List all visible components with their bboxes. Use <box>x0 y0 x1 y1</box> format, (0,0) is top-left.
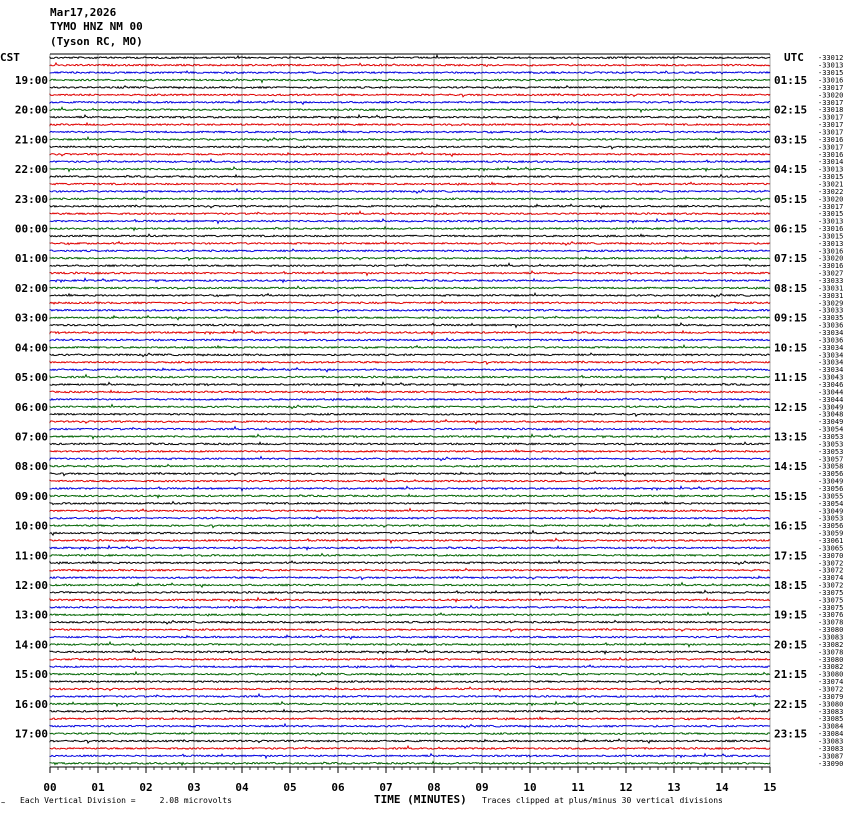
trace-offset-label: -33049 <box>818 403 844 412</box>
seismic-trace-1 <box>50 63 770 67</box>
seismic-trace-64 <box>50 531 770 535</box>
cst-hour-label: 07:00 <box>14 430 48 444</box>
trace-offset-label: -33046 <box>818 381 844 389</box>
trace-offset-label: -33031 <box>818 284 844 293</box>
utc-hour-label: 03:15 <box>774 133 808 147</box>
x-tick-label: 13 <box>667 781 681 794</box>
trace-group <box>50 55 770 765</box>
seismic-trace-77 <box>50 628 770 631</box>
seismic-trace-86 <box>50 694 770 697</box>
trace-offset-label: -33082 <box>818 641 844 649</box>
seismic-trace-71 <box>50 583 770 587</box>
x-tick-label: 00 <box>43 781 57 794</box>
cst-hour-label: 04:00 <box>14 341 48 355</box>
seismic-trace-90 <box>50 724 770 728</box>
trace-offset-label: -33078 <box>818 618 844 627</box>
seismic-trace-80 <box>50 650 770 654</box>
trace-offset-label: -33015 <box>818 69 844 78</box>
cst-hour-label: 19:00 <box>14 74 48 87</box>
cst-hour-label: 13:00 <box>14 608 48 622</box>
x-tick-label: 12 <box>619 781 633 794</box>
utc-hour-label: 20:15 <box>774 638 808 652</box>
left-timezone-label: CST <box>0 51 20 64</box>
cst-hour-label: 23:00 <box>14 192 48 206</box>
trace-offset-label: -33036 <box>818 321 844 330</box>
seismic-trace-63 <box>50 524 770 528</box>
seismic-trace-72 <box>50 590 770 594</box>
utc-hour-label: 05:15 <box>774 192 808 206</box>
seismic-trace-29 <box>50 271 770 275</box>
utc-hour-label: 18:15 <box>774 579 808 592</box>
seismic-trace-87 <box>50 702 770 706</box>
trace-offset-label: -33054 <box>818 499 844 508</box>
seismic-trace-81 <box>50 658 770 661</box>
trace-offset-label: -33033 <box>818 277 844 285</box>
x-tick-label: 07 <box>379 781 393 794</box>
seismic-trace-59 <box>50 494 770 497</box>
seismic-trace-8 <box>50 115 770 119</box>
x-tick-label: 04 <box>235 781 249 794</box>
utc-hour-label: 02:15 <box>774 103 808 117</box>
seismic-trace-16 <box>50 175 770 178</box>
seismic-trace-66 <box>50 546 770 550</box>
trace-offset-label: -33055 <box>818 492 844 501</box>
trace-offset-label: -33017 <box>818 98 844 107</box>
x-axis-title: TIME (MINUTES) <box>374 793 467 806</box>
seismic-trace-26 <box>50 249 770 252</box>
corner-mark: ~ <box>1 799 6 807</box>
cst-hour-label: 09:00 <box>14 489 48 503</box>
seismic-trace-58 <box>50 486 770 490</box>
x-tick-label: 14 <box>715 781 729 794</box>
trace-offset-label: -33031 <box>818 291 844 300</box>
trace-offset-label: -33080 <box>818 700 844 709</box>
trace-offset-label: -33058 <box>818 462 844 471</box>
cst-hour-label: 11:00 <box>14 549 48 563</box>
trace-offset-label: -33022 <box>818 187 844 196</box>
trace-offset-label: -33083 <box>818 744 844 753</box>
seismic-trace-49 <box>50 420 770 424</box>
seismic-trace-65 <box>50 538 770 542</box>
seismic-trace-32 <box>50 293 770 297</box>
x-axis-ticks <box>43 767 776 794</box>
seismic-trace-18 <box>50 189 770 193</box>
cst-hour-label: 15:00 <box>14 668 48 682</box>
trace-offset-label: -33017 <box>818 128 844 137</box>
x-tick-label: 03 <box>187 781 201 794</box>
cst-hour-label: 10:00 <box>14 519 48 533</box>
cst-hour-label: 22:00 <box>14 163 48 177</box>
seismic-trace-68 <box>50 561 770 565</box>
trace-offset-label: -33027 <box>818 269 844 278</box>
seismic-trace-35 <box>50 315 770 319</box>
seismic-trace-78 <box>50 635 770 639</box>
seismic-trace-33 <box>50 301 770 304</box>
trace-offset-label: -33013 <box>818 165 844 174</box>
x-tick-label: 09 <box>475 781 489 794</box>
trace-offset-label: -33056 <box>818 522 844 531</box>
seismic-trace-46 <box>50 398 770 401</box>
seismic-trace-62 <box>50 517 770 520</box>
seismic-trace-93 <box>50 746 770 749</box>
trace-offset-label: -33074 <box>818 678 844 687</box>
cst-hour-label: 02:00 <box>14 282 48 295</box>
utc-hour-label: 23:15 <box>774 727 808 741</box>
trace-offset-label: -33029 <box>818 299 844 308</box>
trace-offset-label: -33075 <box>818 589 844 597</box>
seismic-trace-52 <box>50 442 770 445</box>
trace-offset-label: -33065 <box>818 544 844 553</box>
header-station: TYMO HNZ NM 00 <box>50 20 143 33</box>
seismic-trace-21 <box>50 211 770 214</box>
x-tick-label: 05 <box>283 781 297 794</box>
utc-hour-label: 21:15 <box>774 668 808 682</box>
seismic-trace-25 <box>50 241 770 245</box>
seismic-trace-42 <box>50 368 770 372</box>
seismic-trace-88 <box>50 710 770 713</box>
trace-offset-label: -33012 <box>818 54 844 63</box>
trace-offset-label: -33059 <box>818 529 844 538</box>
trace-offset-label: -33083 <box>818 707 844 716</box>
trace-offset-label: -33054 <box>818 425 844 434</box>
cst-hour-label: 17:00 <box>14 727 48 741</box>
trace-offset-label: -33017 <box>818 113 844 122</box>
seismic-trace-45 <box>50 390 770 393</box>
cst-hour-label: 14:00 <box>14 638 48 652</box>
cst-hour-label: 12:00 <box>14 579 48 592</box>
utc-hour-label: 15:15 <box>774 489 808 503</box>
seismic-trace-37 <box>50 330 770 334</box>
trace-offset-label: -33078 <box>818 648 844 657</box>
seismic-trace-6 <box>50 100 770 104</box>
trace-offset-label: -33034 <box>818 358 844 367</box>
x-tick-label: 08 <box>427 781 441 794</box>
seismic-trace-17 <box>50 182 770 185</box>
seismic-trace-61 <box>50 509 770 513</box>
utc-hour-labels <box>774 74 807 741</box>
trace-offset-label: -33044 <box>818 388 844 397</box>
trace-offset-label: -33072 <box>818 559 844 568</box>
trace-offset-label: -33016 <box>818 262 844 271</box>
utc-hour-label: 17:15 <box>774 549 808 563</box>
utc-hour-label: 09:15 <box>774 311 808 325</box>
trace-offset-label: -33079 <box>818 692 844 701</box>
trace-offset-label: -33018 <box>818 106 844 115</box>
trace-offset-label: -33085 <box>818 715 844 724</box>
trace-offset-label: -33017 <box>818 143 844 152</box>
seismic-trace-82 <box>50 665 770 668</box>
trace-offset-label: -33053 <box>818 514 844 523</box>
trace-offset-label: -33043 <box>818 373 844 382</box>
seismic-trace-40 <box>50 353 770 356</box>
cst-hour-label: 20:00 <box>14 103 48 117</box>
seismic-trace-84 <box>50 680 770 683</box>
utc-hour-label: 01:15 <box>774 74 808 87</box>
utc-hour-label: 14:15 <box>774 460 808 474</box>
trace-offset-label: -33061 <box>818 537 844 545</box>
trace-offset-label: -33070 <box>818 551 844 560</box>
seismic-trace-60 <box>50 502 770 505</box>
x-tick-label: 02 <box>139 781 153 794</box>
seismic-trace-20 <box>50 204 770 208</box>
cst-hour-label: 08:00 <box>14 460 48 474</box>
right-timezone-label: UTC <box>784 51 804 64</box>
seismic-trace-39 <box>50 345 770 348</box>
seismic-trace-51 <box>50 434 770 438</box>
cst-hour-label: 05:00 <box>14 371 48 385</box>
trace-offset-label: -33034 <box>818 351 844 360</box>
seismic-trace-79 <box>50 642 770 647</box>
trace-offset-label: -33020 <box>818 254 844 263</box>
utc-hour-label: 12:15 <box>774 400 808 414</box>
trace-offset-label: -33082 <box>818 663 844 672</box>
seismic-trace-89 <box>50 717 770 720</box>
seismic-trace-44 <box>50 382 770 386</box>
trace-offset-label: -33087 <box>818 752 844 761</box>
seismic-trace-3 <box>50 79 770 83</box>
trace-offset-label: -33016 <box>818 150 844 159</box>
utc-hour-label: 06:15 <box>774 222 808 236</box>
trace-offset-label: -33057 <box>818 455 844 464</box>
cst-hour-label: 21:00 <box>14 133 48 147</box>
seismic-trace-34 <box>50 309 770 312</box>
seismic-trace-83 <box>50 672 770 676</box>
seismic-trace-50 <box>50 427 770 430</box>
trace-offset-label: -33056 <box>818 485 844 493</box>
seismic-trace-9 <box>50 123 770 126</box>
x-tick-label: 10 <box>523 781 537 794</box>
seismic-trace-74 <box>50 606 770 609</box>
cst-hour-label: 00:00 <box>14 222 48 236</box>
utc-hour-label: 04:15 <box>774 163 808 177</box>
seismic-trace-70 <box>50 576 770 579</box>
seismic-trace-10 <box>50 130 770 133</box>
x-tick-label: 06 <box>331 781 345 794</box>
clip-note: Traces clipped at plus/minus 30 vertical divisions <box>482 796 723 805</box>
seismic-trace-95 <box>50 762 770 765</box>
trace-offset-label: -33015 <box>818 173 844 181</box>
seismic-trace-54 <box>50 457 770 461</box>
seismic-trace-47 <box>50 405 770 409</box>
seismic-trace-30 <box>50 278 770 282</box>
trace-offset-label: -33013 <box>818 61 844 70</box>
trace-offset-label: -33021 <box>818 180 844 189</box>
cst-hour-label: 01:00 <box>14 252 48 266</box>
trace-offset-label: -33015 <box>818 232 844 241</box>
seismic-trace-75 <box>50 613 770 616</box>
trace-offset-label: -33034 <box>818 366 844 375</box>
trace-offset-label: -33013 <box>818 239 844 248</box>
trace-offset-label: -33016 <box>818 225 844 233</box>
trace-offset-label: -33017 <box>818 202 844 211</box>
trace-offset-label: -33053 <box>818 433 844 441</box>
seismic-trace-23 <box>50 227 770 230</box>
seismic-trace-24 <box>50 234 770 237</box>
trace-offset-label: -33015 <box>818 210 844 219</box>
trace-offset-label: -33013 <box>818 217 844 226</box>
trace-offset-label: -33080 <box>818 655 844 664</box>
trace-offset-label: -33084 <box>818 722 844 731</box>
trace-offset-label: -33072 <box>818 581 844 590</box>
seismic-trace-0 <box>50 55 770 59</box>
cst-hour-label: 16:00 <box>14 697 48 711</box>
utc-hour-label: 10:15 <box>774 341 808 355</box>
trace-offset-label: -33072 <box>818 566 844 575</box>
seismic-trace-5 <box>50 94 770 97</box>
seismic-trace-91 <box>50 732 770 735</box>
seismic-trace-7 <box>50 107 770 112</box>
trace-offset-label: -33075 <box>818 603 844 612</box>
seismic-trace-31 <box>50 286 770 289</box>
trace-offset-label: -33084 <box>818 730 844 739</box>
seismic-trace-38 <box>50 338 770 341</box>
trace-offset-labels <box>818 54 843 768</box>
seismic-trace-36 <box>50 323 770 327</box>
utc-hour-label: 19:15 <box>774 608 808 622</box>
trace-offset-label: -33014 <box>818 158 844 167</box>
seismic-trace-57 <box>50 479 770 482</box>
trace-offset-label: -33049 <box>818 507 844 516</box>
seismic-trace-55 <box>50 465 770 468</box>
seismic-trace-48 <box>50 413 770 416</box>
trace-offset-label: -33049 <box>818 418 844 427</box>
utc-hour-label: 16:15 <box>774 519 808 533</box>
seismic-trace-56 <box>50 472 770 476</box>
seismic-trace-43 <box>50 375 770 380</box>
seismic-trace-11 <box>50 137 770 141</box>
trace-offset-label: -33034 <box>818 343 844 352</box>
seismic-trace-53 <box>50 450 770 453</box>
trace-offset-label: -33017 <box>818 83 844 92</box>
x-tick-label: 01 <box>91 781 105 794</box>
trace-offset-label: -33016 <box>818 76 844 85</box>
trace-offset-label: -33017 <box>818 121 844 130</box>
utc-hour-label: 22:15 <box>774 697 808 711</box>
trace-offset-label: -33083 <box>818 737 844 746</box>
cst-hour-labels <box>15 74 48 741</box>
utc-hour-label: 13:15 <box>774 430 808 444</box>
seismic-trace-69 <box>50 569 770 572</box>
trace-offset-label: -33033 <box>818 306 844 315</box>
seismic-trace-76 <box>50 620 770 623</box>
seismic-trace-85 <box>50 687 770 691</box>
cst-hour-label: 06:00 <box>14 400 48 414</box>
trace-offset-label: -33083 <box>818 633 844 642</box>
seismic-trace-15 <box>50 167 770 171</box>
x-tick-label: 15 <box>763 781 777 794</box>
utc-hour-label: 08:15 <box>774 282 808 295</box>
seismic-trace-28 <box>50 263 770 266</box>
seismic-trace-41 <box>50 361 770 364</box>
utc-hour-label: 11:15 <box>774 371 808 385</box>
trace-offset-label: -33075 <box>818 596 844 605</box>
trace-offset-label: -33020 <box>818 195 844 204</box>
trace-offset-label: -33090 <box>818 759 844 768</box>
trace-offset-label: -33020 <box>818 91 844 100</box>
trace-offset-label: -33080 <box>818 670 844 679</box>
seismic-trace-12 <box>50 146 770 149</box>
trace-offset-label: -33072 <box>818 685 844 694</box>
trace-offset-label: -33080 <box>818 626 844 635</box>
trace-offset-label: -33056 <box>818 470 844 479</box>
seismic-trace-92 <box>50 739 770 743</box>
seismic-trace-73 <box>50 598 770 602</box>
trace-offset-label: -33049 <box>818 477 844 486</box>
utc-hour-label: 07:15 <box>774 252 808 266</box>
x-tick-label: 11 <box>571 781 585 794</box>
trace-offset-label: -33034 <box>818 329 844 337</box>
seismic-trace-13 <box>50 152 770 156</box>
trace-offset-label: -33074 <box>818 574 844 583</box>
seismic-trace-94 <box>50 754 770 758</box>
trace-offset-label: -33048 <box>818 410 844 419</box>
seismic-trace-27 <box>50 256 770 260</box>
seismic-trace-4 <box>50 86 770 89</box>
seismic-trace-19 <box>50 197 770 201</box>
trace-offset-label: -33076 <box>818 611 844 620</box>
trace-offset-label: -33044 <box>818 395 844 404</box>
header-location: (Tyson RC, MO) <box>50 35 143 48</box>
trace-offset-label: -33016 <box>818 135 844 144</box>
trace-offset-label: -33016 <box>818 247 844 256</box>
scale-note: Each Vertical Division = 2.08 microvolts <box>20 796 232 805</box>
cst-hour-label: 03:00 <box>14 311 48 325</box>
trace-offset-label: -33035 <box>818 314 844 323</box>
seismic-trace-2 <box>50 71 770 74</box>
trace-offset-label: -33053 <box>818 447 844 456</box>
header-date: Mar17,2026 <box>50 6 117 19</box>
seismic-trace-22 <box>50 219 770 223</box>
seismic-trace-14 <box>50 159 770 162</box>
trace-offset-label: -33036 <box>818 336 844 345</box>
trace-offset-label: -33053 <box>818 440 844 449</box>
seismic-trace-67 <box>50 554 770 557</box>
